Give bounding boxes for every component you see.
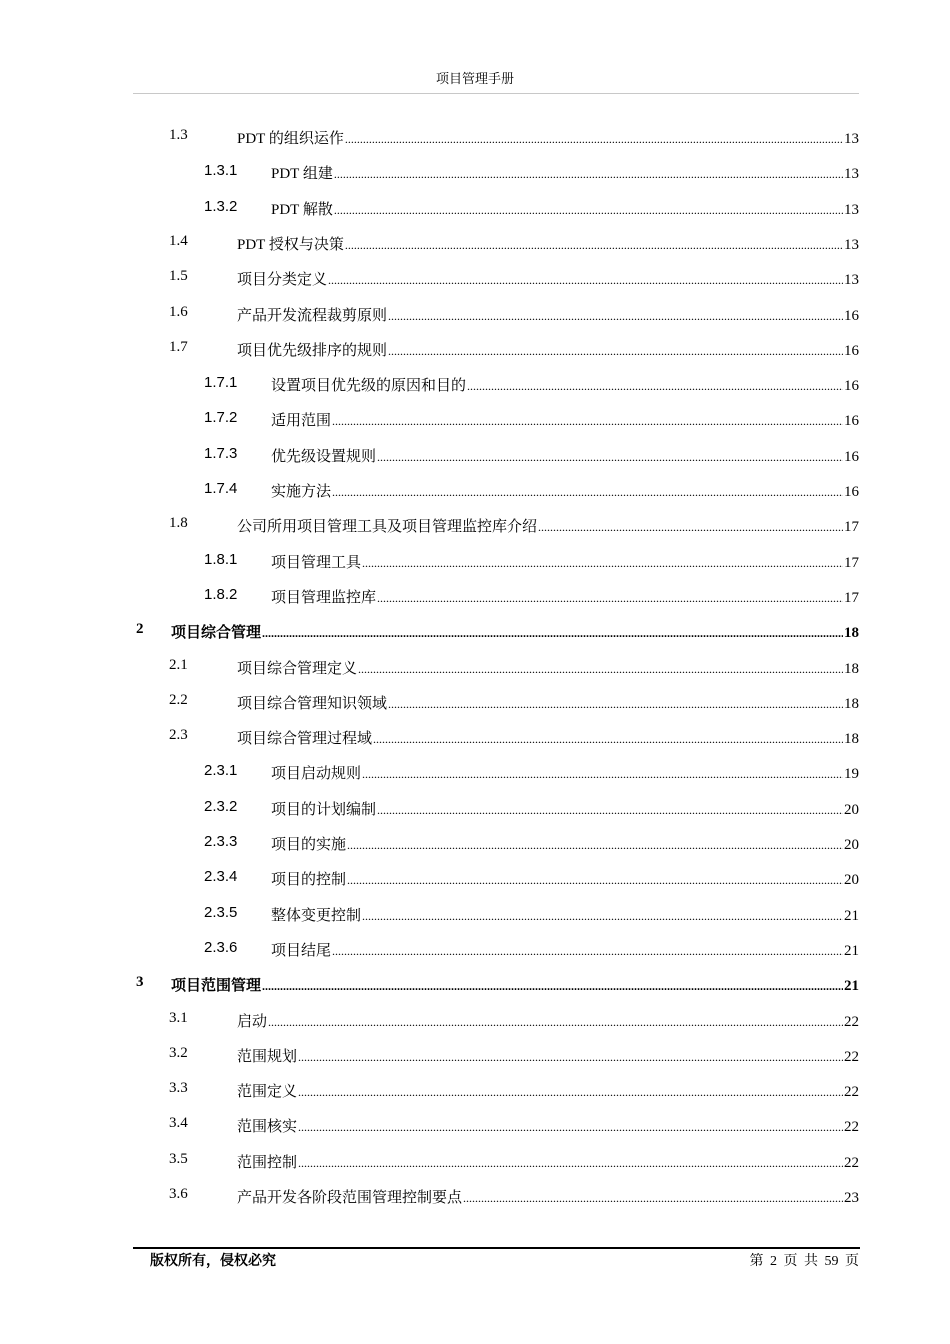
toc-entry-page: 17 — [844, 519, 859, 536]
toc-entry-number: 3.3 — [169, 1080, 188, 1097]
toc-entry-number: 2 — [136, 621, 144, 638]
toc-entry-title: 项目优先级排序的规则 — [237, 342, 388, 359]
toc-entry-number: 3 — [136, 974, 144, 991]
toc-dot-leader — [298, 1156, 843, 1171]
toc-entry-line — [271, 939, 859, 960]
toc-entry-page: 20 — [844, 837, 859, 853]
toc-entry-title: 项目管理工具 — [271, 554, 362, 571]
toc-dot-leader — [388, 697, 843, 712]
toc-dot-leader — [345, 132, 843, 147]
toc-dot-leader — [377, 591, 843, 606]
toc-entry-line — [171, 621, 859, 642]
toc-entry-title: 项目综合管理知识领域 — [237, 695, 388, 712]
toc-dot-leader — [328, 273, 843, 288]
toc-entry[interactable] — [0, 692, 950, 716]
toc-entry[interactable] — [0, 1151, 950, 1175]
toc-entry[interactable] — [0, 233, 950, 257]
toc-entry-page: 17 — [844, 589, 859, 606]
toc-entry-number: 3.1 — [169, 1009, 188, 1026]
toc-entry-line — [237, 1010, 859, 1031]
toc-entry-number: 3.4 — [169, 1115, 188, 1132]
toc-entry[interactable] — [0, 868, 950, 892]
toc-entry-page: 13 — [844, 272, 859, 289]
toc-entry[interactable] — [0, 304, 950, 328]
toc-entry-line — [237, 515, 859, 536]
toc-dot-leader — [347, 873, 843, 888]
toc-entry[interactable] — [0, 339, 950, 363]
toc-entry-page: 18 — [844, 695, 859, 712]
toc-entry-page: 18 — [844, 731, 859, 748]
toc-entry-page: 13 — [844, 201, 859, 218]
toc-entry-title: 范围核实 — [237, 1119, 298, 1136]
toc-entry[interactable] — [0, 621, 950, 645]
toc-entry-title: 项目分类定义 — [237, 272, 328, 289]
toc-entry-page: 22 — [844, 1154, 859, 1171]
toc-entry-page: 22 — [844, 1119, 859, 1136]
toc-entry[interactable] — [0, 1010, 950, 1034]
toc-entry[interactable] — [0, 904, 950, 928]
toc-entry[interactable] — [0, 798, 950, 822]
toc-entry-line — [171, 974, 859, 995]
toc-entry-title: 实施方法 — [271, 484, 332, 500]
toc-entry[interactable] — [0, 198, 950, 222]
toc-entry-page: 13 — [844, 166, 859, 183]
toc-entry-page: 21 — [844, 942, 859, 959]
toc-entry[interactable] — [0, 162, 950, 186]
toc-entry[interactable] — [0, 833, 950, 857]
toc-entry-number: 2.2 — [169, 691, 188, 708]
toc-entry-line — [237, 1080, 859, 1101]
toc-entry-title: 启动 — [237, 1013, 268, 1030]
toc-entry-number: 2.3 — [169, 727, 188, 744]
toc-entry-number: 1.7.4 — [204, 480, 238, 497]
toc-dot-leader — [388, 344, 843, 359]
toc-entry-number: 2.3.5 — [204, 903, 238, 921]
toc-entry-number: 1.3 — [169, 127, 188, 143]
toc-entry[interactable] — [0, 515, 950, 539]
toc-entry[interactable] — [0, 762, 950, 786]
toc-dot-leader — [298, 1050, 843, 1065]
toc-entry-number: 1.7 — [169, 338, 188, 355]
toc-entry-line — [237, 127, 859, 148]
toc-entry-number: 1.7.1 — [204, 374, 238, 392]
toc-entry-title: PDT 解散 — [271, 201, 333, 218]
toc-entry-title: 产品开发流程裁剪原则 — [237, 307, 388, 324]
toc-dot-leader — [262, 626, 843, 641]
toc-dot-leader — [332, 944, 843, 959]
toc-dot-leader — [334, 167, 843, 182]
toc-entry-line — [237, 727, 859, 748]
toc-entry[interactable] — [0, 409, 950, 433]
footer-page-info: 第 2 页 共 59 页 — [749, 1254, 859, 1269]
toc-entry-line — [271, 551, 859, 572]
toc-entry-number: 1.8.1 — [204, 550, 238, 568]
toc-entry-page: 23 — [844, 1190, 859, 1206]
toc-entry-page: 13 — [844, 236, 859, 253]
page-header-title: 项目管理手册 — [435, 71, 514, 86]
toc-entry-line — [271, 374, 859, 395]
toc-entry-number: 2.3.3 — [204, 833, 238, 850]
footer-rule — [133, 1247, 860, 1249]
toc-entry-title: 公司所用项目管理工具及项目管理监控库介绍 — [237, 519, 538, 536]
toc-entry-page: 16 — [844, 484, 859, 500]
toc-entry-title: 项目的计划编制 — [271, 801, 377, 818]
toc-entry-title: 项目的控制 — [271, 872, 347, 889]
toc-entry-line — [237, 1151, 859, 1172]
toc-entry[interactable] — [0, 657, 950, 681]
toc-entry-number: 1.3.2 — [204, 197, 238, 215]
toc-dot-leader — [332, 485, 843, 500]
toc-entry[interactable] — [0, 1080, 950, 1104]
toc-entry-line — [237, 657, 859, 678]
toc-entry-line — [237, 1115, 859, 1136]
toc-entry-title: 项目启动规则 — [271, 766, 362, 783]
toc-entry-title: 项目综合管理过程域 — [237, 731, 373, 748]
toc-entry-line — [271, 198, 859, 219]
toc-dot-leader — [262, 979, 843, 994]
toc-entry-number: 1.4 — [169, 232, 188, 249]
toc-entry-number: 1.7.2 — [204, 409, 238, 427]
toc-dot-leader — [332, 414, 843, 429]
toc-dot-leader — [538, 520, 843, 535]
toc-entry-number: 1.5 — [169, 268, 188, 285]
toc-dot-leader — [298, 1085, 843, 1100]
toc-dot-leader — [377, 803, 843, 818]
toc-entry-page: 21 — [844, 978, 859, 995]
toc-entry-page: 13 — [844, 131, 859, 147]
toc-entry-title: PDT 授权与决策 — [237, 236, 344, 253]
toc-entry[interactable] — [0, 480, 950, 504]
toc-dot-leader — [358, 662, 843, 677]
toc-entry-page: 22 — [844, 1013, 859, 1030]
toc-entry-page: 16 — [844, 378, 859, 395]
toc-dot-leader — [347, 838, 843, 853]
toc-entry-page: 16 — [844, 342, 859, 359]
toc-entry-title: 项目范围管理 — [171, 978, 262, 995]
toc-dot-leader — [298, 1120, 843, 1135]
toc-entry-title: 项目的实施 — [271, 837, 347, 853]
toc-entry-page: 21 — [844, 907, 859, 924]
toc-entry-page: 16 — [844, 413, 859, 430]
toc-dot-leader — [362, 767, 843, 782]
toc-entry-line — [237, 339, 859, 360]
toc-entry-page: 22 — [844, 1048, 859, 1065]
toc-entry-line — [271, 868, 859, 889]
toc-entry-page: 19 — [844, 766, 859, 783]
toc-entry[interactable] — [0, 939, 950, 963]
toc-entry[interactable] — [0, 586, 950, 610]
toc-entry-line — [271, 409, 859, 430]
toc-entry-line — [237, 692, 859, 713]
toc-dot-leader — [463, 1191, 843, 1206]
toc-entry-page: 16 — [844, 307, 859, 324]
toc-entry-line — [271, 904, 859, 925]
toc-entry-line — [271, 445, 859, 466]
toc-entry-number: 1.8.2 — [204, 585, 238, 603]
toc-entry-page: 18 — [844, 625, 859, 642]
toc-entry-number: 3.6 — [169, 1186, 188, 1202]
toc-entry-title: 项目管理监控库 — [271, 589, 377, 606]
toc-entry-page: 18 — [844, 660, 859, 677]
toc-entry-title: 项目综合管理定义 — [237, 660, 358, 677]
toc-entry[interactable] — [0, 727, 950, 751]
toc-entry-title: 项目综合管理 — [171, 625, 262, 642]
toc-entry[interactable] — [0, 127, 950, 151]
toc-entry-page: 20 — [844, 801, 859, 818]
toc-entry-title: 范围定义 — [237, 1084, 298, 1101]
toc-entry-title: 设置项目优先级的原因和目的 — [271, 378, 467, 395]
toc-entry-number: 3.5 — [169, 1150, 188, 1167]
toc-entry-number: 2.3.1 — [204, 762, 238, 780]
toc-dot-leader — [334, 203, 843, 218]
toc-entry[interactable] — [0, 268, 950, 292]
toc-entry-line — [237, 1045, 859, 1066]
toc-entry-line — [271, 833, 859, 854]
toc-entry-page: 22 — [844, 1084, 859, 1101]
toc-entry-title: 范围规划 — [237, 1048, 298, 1065]
toc-entry-line — [271, 162, 859, 183]
toc-dot-leader — [345, 238, 843, 253]
toc-entry-line — [237, 233, 859, 254]
toc-entry-line — [271, 586, 859, 607]
toc-entry-title: PDT 的组织运作 — [237, 131, 344, 147]
toc-entry-line — [271, 762, 859, 783]
toc-dot-leader — [362, 556, 843, 571]
toc-entry[interactable] — [0, 1186, 950, 1210]
toc-entry-line — [271, 798, 859, 819]
toc-dot-leader — [373, 732, 843, 747]
toc-entry-page: 16 — [844, 448, 859, 465]
toc-entry[interactable] — [0, 551, 950, 575]
toc-entry-title: 项目结尾 — [271, 942, 332, 959]
toc-dot-leader — [377, 450, 843, 465]
header-rule — [133, 93, 859, 94]
footer-copyright: 版权所有，侵权必究 — [150, 1252, 276, 1268]
toc-dot-leader — [268, 1015, 843, 1030]
toc-entry-number: 1.7.3 — [204, 444, 238, 462]
toc-entry[interactable] — [0, 445, 950, 469]
toc-entry-number: 2.3.6 — [204, 938, 238, 956]
toc-entry-line — [271, 480, 859, 501]
toc-dot-leader — [362, 909, 843, 924]
toc-entry-number: 2.3.2 — [204, 797, 238, 815]
toc-entry-title: 整体变更控制 — [271, 907, 362, 924]
toc-entry-title: 适用范围 — [271, 413, 332, 430]
toc-entry-number: 2.1 — [169, 656, 188, 673]
toc-dot-leader — [388, 309, 843, 324]
toc-entry[interactable] — [0, 974, 950, 998]
toc-entry-line — [237, 304, 859, 325]
toc-entry-title: 产品开发各阶段范围管理控制要点 — [237, 1190, 463, 1206]
toc-entry-page: 17 — [844, 554, 859, 571]
toc-entry-line — [237, 1186, 859, 1207]
toc-entry-line — [237, 268, 859, 289]
toc-entry-number: 1.3.1 — [204, 162, 238, 180]
toc-entry[interactable] — [0, 374, 950, 398]
toc-entry-title: PDT 组建 — [271, 166, 333, 183]
toc-entry-number: 1.8 — [169, 515, 188, 532]
toc-entry[interactable] — [0, 1045, 950, 1069]
toc-entry-title: 优先级设置规则 — [271, 448, 377, 465]
toc-entry-page: 20 — [844, 872, 859, 889]
toc-entry[interactable] — [0, 1115, 950, 1139]
toc-entry-number: 3.2 — [169, 1044, 188, 1061]
toc-entry-title: 范围控制 — [237, 1154, 298, 1171]
toc-dot-leader — [467, 379, 843, 394]
toc-entry-number: 1.6 — [169, 303, 188, 320]
toc-entry-number: 2.3.4 — [204, 868, 238, 886]
